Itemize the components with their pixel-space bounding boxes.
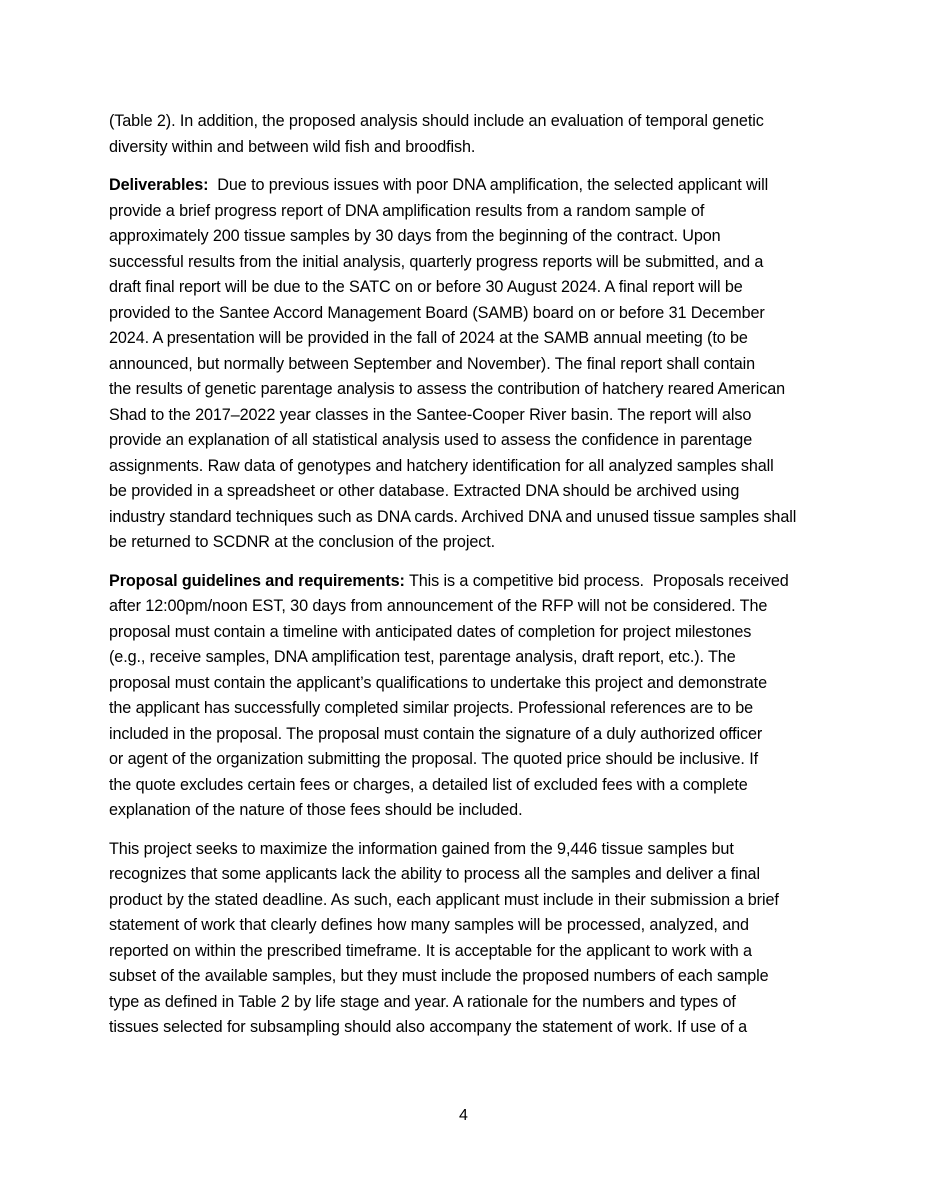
text-line: subset of the available samples, but they must include the proposed numbers of each sample [109, 967, 769, 985]
text-line: assignments. Raw data of genotypes and hatchery identification for all analyzed samples shall [109, 456, 774, 475]
text-line: provide a brief progress report of DNA amplification results from a random sample of [109, 201, 705, 220]
text-line: be provided in a spreadsheet or other database. Extracted DNA should be archived using [109, 482, 740, 500]
text-line: (e.g., receive samples, DNA amplification test, parentage analysis, draft report, etc.). The [109, 648, 736, 666]
text-line: diversity within and between wild fish and broodfish. [109, 137, 476, 156]
text-line: statement of work that clearly defines how many samples will be processed, analyzed, and [109, 916, 749, 934]
paragraph [109, 173, 829, 556]
text-line: provided to the Santee Accord Management Board (SAMB) board on or before 31 December [109, 303, 765, 322]
text-line: 2024. A presentation will be provided in the fall of 2024 at the SAMB annual meeting (to be [109, 329, 748, 347]
text-line: recognizes that some applicants lack the ability to process all the samples and deliver a final [109, 865, 760, 883]
text-line: draft final report will be due to the SATC on or before 30 August 2024. A final report will be [109, 278, 743, 296]
text-line-rest: Due to previous issues with poor DNA amplification, the selected applicant will [208, 176, 769, 194]
text-line: successful results from the initial analysis, quarterly progress reports will be submitted, and a [109, 252, 764, 271]
paragraph [109, 837, 829, 1041]
paragraph [109, 109, 829, 160]
text-line: proposal must contain a timeline with anticipated dates of completion for project milestones [109, 622, 752, 641]
paragraph-lead-heading: Proposal guidelines and requirements: [109, 571, 405, 590]
text-line: industry standard techniques such as DNA cards. Archived DNA and unused tissue samples shall [109, 507, 797, 526]
text-line: Shad to the 2017–2022 year classes in the Santee-Cooper River basin. The report will also [109, 405, 752, 424]
paragraph-lead-heading: Deliverables: [109, 176, 209, 194]
text-line: This project seeks to maximize the information gained from the 9,446 tissue samples but [109, 839, 734, 858]
text-line: explanation of the nature of those fees should be included. [109, 801, 523, 819]
text-line: provide an explanation of all statistical analysis used to assess the confidence in parentage [109, 431, 753, 449]
text-line: (Table 2). In addition, the proposed analysis should include an evaluation of temporal genetic [109, 112, 764, 130]
text-line: tissues selected for subsampling should also accompany the statement of work. If use of a [109, 1018, 748, 1036]
paragraph [109, 569, 829, 824]
text-line: after 12:00pm/noon EST, 30 days from announcement of the RFP will not be considered. The [109, 597, 768, 615]
text-line-rest: This is a competitive bid process. Proposals received [404, 571, 789, 590]
text-line: the quote excludes certain fees or charges, a detailed list of excluded fees with a complete [109, 775, 748, 794]
text-line: included in the proposal. The proposal must contain the signature of a duly authorized officer [109, 724, 763, 743]
document-body [109, 109, 829, 1054]
text-line: type as defined in Table 2 by life stage and year. A rationale for the numbers and types of [109, 992, 736, 1011]
text-line: product by the stated deadline. As such, each applicant must include in their submission a brief [109, 890, 779, 909]
text-line [109, 173, 829, 199]
text-line: the applicant has successfully completed similar projects. Professional references are to be [109, 699, 754, 717]
text-line [109, 569, 829, 595]
text-line: reported on within the prescribed timeframe. It is acceptable for the applicant to work with a [109, 941, 752, 960]
text-line: or agent of the organization submitting the proposal. The quoted price should be inclusive. If [109, 750, 759, 768]
text-line: be returned to SCDNR at the conclusion of the project. [109, 533, 496, 551]
text-line: the results of genetic parentage analysis to assess the contribution of hatchery reared American [109, 380, 786, 398]
text-line: announced, but normally between September and November). The final report shall contain [109, 354, 756, 373]
page-number: 4 [459, 1107, 468, 1124]
text-line: proposal must contain the applicant’s qualifications to undertake this project and demonstrate [109, 673, 767, 692]
text-line: approximately 200 tissue samples by 30 days from the beginning of the contract. Upon [109, 227, 721, 245]
